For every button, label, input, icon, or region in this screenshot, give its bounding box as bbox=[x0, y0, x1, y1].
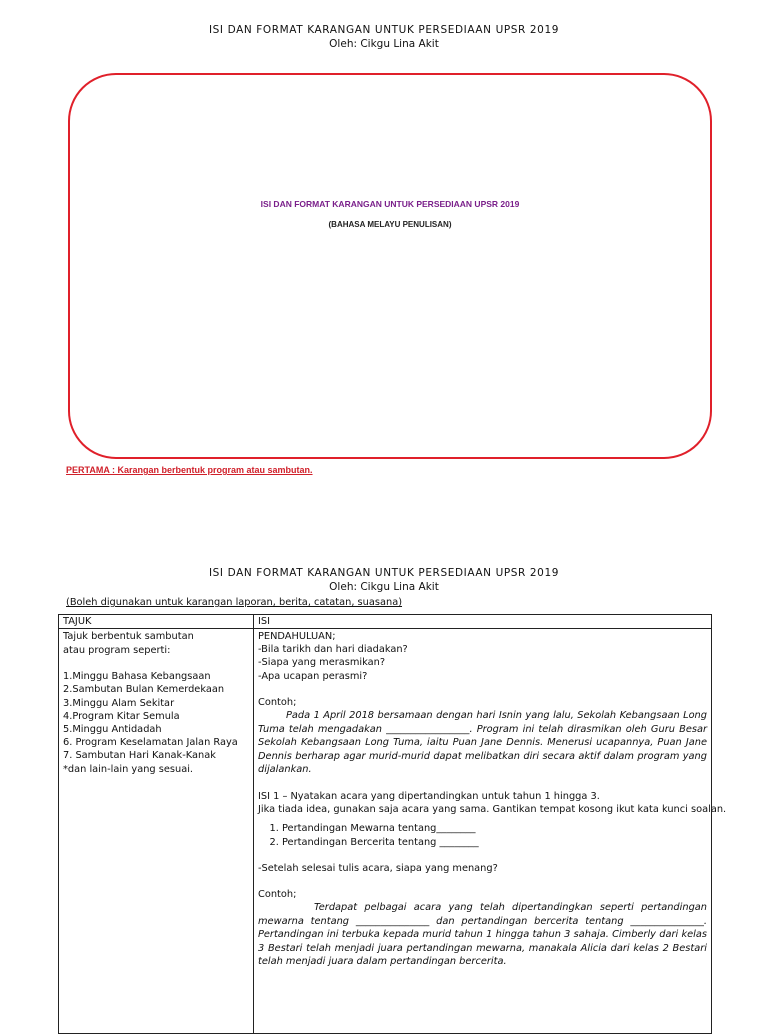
question: -Siapa yang merasmikan? bbox=[258, 657, 386, 669]
tajuk-item: 5.Minggu Antidadah bbox=[63, 724, 162, 735]
usage-note: (Boleh digunakan untuk karangan laporan, berita, catatan, suasana) bbox=[66, 597, 403, 608]
contoh-paragraph: Pada 1 April 2018 bersamaan dengan hari Isnin yang lalu, Sekolah Kebangsaan Long Tuma telah mengadakan _________________. Program ini telah dirasmikan oleh Guru Besar Sekolah Kebangsaan Long Tuma, iaitu Puan Jane Dennis. Menerusi ucapannya, Puan Jane Dennis berharap agar murid-murid dapat melibatkan diri secara aktif dalam program yang dijalankan. bbox=[258, 710, 707, 776]
isi1-heading: ISI 1 – Nyatakan acara yang dipertandingkan untuk tahun 1 hingga 3. bbox=[258, 790, 600, 802]
table-row bbox=[59, 629, 712, 1034]
question: -Bila tarikh dan hari diadakan? bbox=[258, 644, 408, 656]
page1-title: ISI DAN FORMAT KARANGAN UNTUK PERSEDIAAN UPSR 2019 bbox=[208, 24, 560, 36]
list-item: 1. Pertandingan Mewarna tentang________ bbox=[282, 822, 707, 836]
cover-box-title: ISI DAN FORMAT KARANGAN UNTUK PERSEDIAAN UPSR 2019 bbox=[260, 199, 520, 209]
tajuk-item: 2.Sambutan Bulan Kemerdekaan bbox=[63, 684, 225, 696]
list-item: 2. Pertandingan Bercerita tentang ________ bbox=[282, 836, 707, 850]
cover-box bbox=[68, 73, 712, 459]
isi-cell bbox=[254, 629, 727, 1034]
question: -Apa ucapan perasmi? bbox=[258, 670, 368, 682]
tajuk-item: *dan lain-lain yang sesuai. bbox=[63, 763, 194, 775]
pertandingan-list bbox=[258, 822, 707, 849]
question: -Setelah selesai tulis acara, siapa yang menang? bbox=[258, 862, 498, 874]
pendahuluan-heading: PENDAHULUAN; bbox=[258, 631, 336, 642]
table-header-row bbox=[59, 615, 712, 629]
tajuk-cell bbox=[59, 629, 254, 1034]
isi-header: ISI bbox=[254, 615, 712, 629]
section-pertama-heading: PERTAMA : Karangan berbentuk program atau sambutan. bbox=[66, 465, 313, 475]
cover-box-subtitle: (BAHASA MELAYU PENULISAN) bbox=[328, 220, 452, 229]
tajuk-item: 1.Minggu Bahasa Kebangsaan bbox=[63, 671, 211, 683]
format-table bbox=[58, 614, 727, 1034]
page1-author: Oleh: Cikgu Lina Akit bbox=[329, 38, 439, 50]
tajuk-item: 3.Minggu Alam Sekitar bbox=[63, 697, 175, 709]
contoh-paragraph: Terdapat pelbagai acara yang telah dipertandingkan seperti pertandingan mewarna tentang _______________ dan pertandingan bercerita tentang _______________. Pertandingan ini terbuka kepada murid tahun 1 hingga tahun 3 sahaja. Cimberly dari kelas 3 Bestari telah menjadi juara pertandingan mewarna, manakala Alicia dari kelas 2 Bestari telah menjadi juara dalam pertandingan bercerita. bbox=[258, 901, 707, 968]
contoh-label: Contoh; bbox=[258, 888, 297, 900]
tajuk-header: TAJUK bbox=[59, 615, 254, 629]
tajuk-item: 4.Program Kitar Semula bbox=[63, 710, 180, 722]
page2-title: ISI DAN FORMAT KARANGAN UNTUK PERSEDIAAN UPSR 2019 bbox=[208, 567, 560, 579]
page2-author: Oleh: Cikgu Lina Akit bbox=[329, 581, 439, 593]
tajuk-item: 7. Sambutan Hari Kanak-Kanak bbox=[63, 750, 216, 762]
tajuk-item: 6. Program Keselamatan Jalan Raya bbox=[63, 737, 238, 749]
tajuk-intro: Tajuk berbentuk sambutan atau program seperti: bbox=[63, 631, 194, 656]
isi1-hint: Jika tiada idea, gunakan saja acara yang sama. Gantikan tempat kosong ikut kata kunci soalan. bbox=[258, 804, 727, 816]
contoh-label: Contoh; bbox=[258, 696, 297, 708]
